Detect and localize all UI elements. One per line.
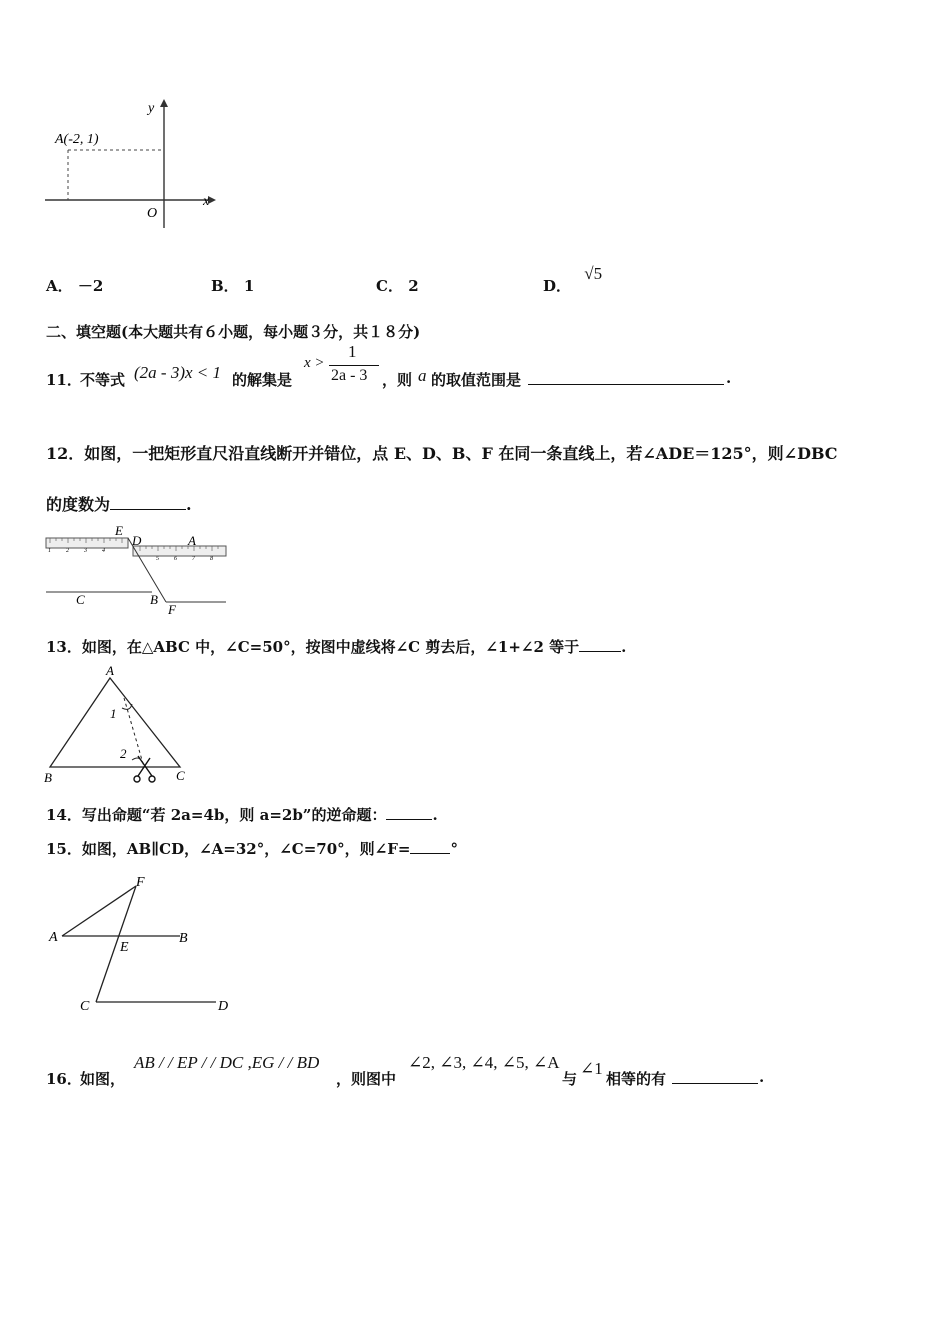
label-d: D	[218, 999, 229, 1014]
label-a: A	[49, 930, 58, 945]
q14-number: 14．	[46, 806, 82, 824]
label-f: F	[168, 602, 176, 617]
q12-line-2	[46, 492, 192, 515]
q16-number: 16．	[46, 1070, 82, 1088]
q12-end: .	[186, 495, 192, 514]
tick-7: 7	[192, 556, 195, 562]
point-a-label: A(-2, 1)	[55, 132, 99, 147]
option-a-letter: A．	[46, 277, 73, 295]
parallel-lines-figure	[40, 868, 250, 1018]
q16-angle-1: ∠1	[580, 1059, 603, 1078]
q11-solution-lhs: x >	[304, 355, 325, 371]
q16-mid: ，则图中	[336, 1070, 397, 1088]
q11-fraction-denominator: 2a - 3	[331, 367, 368, 384]
q12-line-1	[46, 441, 838, 464]
label-d: D	[132, 533, 142, 548]
tick-6: 6	[174, 556, 177, 562]
q12-line2-text: 的度数为	[46, 495, 111, 514]
label-c: C	[176, 768, 185, 783]
label-1: 1	[110, 706, 117, 721]
q15-end: °	[450, 840, 458, 858]
q12-number: 12．	[46, 444, 85, 463]
label-c: C	[76, 592, 85, 607]
label-c: C	[80, 999, 90, 1014]
option-a-value: －2	[77, 277, 104, 295]
q12-text: 如图，一把矩形直尺沿直线断开并错位，点 E、D、B、F 在同一条直线上，若∠ADE＝125°，则∠DBC	[84, 444, 838, 463]
q16-answer-blank[interactable]	[672, 1068, 758, 1084]
label-e: E	[115, 523, 123, 538]
tick-8: 8	[210, 556, 213, 562]
y-axis-label: y	[148, 101, 155, 116]
question-14	[46, 804, 438, 825]
label-2: 2	[120, 746, 127, 761]
q11-pre: 不等式	[80, 371, 126, 389]
q11-fraction-bar	[329, 365, 379, 366]
scissors-icon	[134, 756, 155, 782]
origin-label: O	[147, 206, 158, 221]
q14-answer-blank[interactable]	[386, 804, 432, 820]
option-c-letter: C．	[376, 277, 403, 295]
label-a: A	[188, 533, 196, 548]
q11-fraction-numerator: 1	[348, 342, 357, 361]
q11-number: 11．	[46, 371, 82, 389]
label-e: E	[120, 940, 129, 955]
tick-5: 5	[156, 556, 159, 562]
question-15	[46, 838, 458, 859]
q13-number: 13．	[46, 638, 82, 656]
q15-number: 15．	[46, 840, 82, 858]
q15-answer-blank[interactable]	[410, 838, 450, 854]
q14-text: 写出命题“若 2a=4b，则 a=2b”的逆命题：	[81, 806, 387, 824]
tick-3: 3	[84, 548, 87, 554]
label-b: B	[44, 770, 52, 785]
option-b-value: 1	[243, 277, 255, 295]
coordinate-figure	[40, 95, 220, 235]
option-a[interactable]	[46, 275, 103, 296]
label-f: F	[136, 875, 145, 890]
label-b: B	[179, 931, 188, 946]
option-d[interactable]	[543, 263, 603, 295]
q16-end: .	[759, 1068, 765, 1086]
option-d-value: √5	[584, 264, 603, 283]
option-c-value: 2	[408, 277, 419, 295]
q13-end: .	[621, 638, 627, 656]
tick-2: 2	[66, 548, 69, 554]
q13-answer-blank[interactable]	[579, 636, 621, 652]
q14-end: .	[432, 806, 438, 824]
line-fc	[96, 886, 136, 1002]
question-16	[46, 1050, 786, 1090]
q12-answer-blank[interactable]	[110, 493, 186, 510]
label-b: B	[150, 592, 158, 607]
tick-1: 1	[48, 548, 51, 554]
ruler-figure	[40, 522, 240, 617]
q11-variable: a	[418, 366, 427, 385]
q11-mid: 的解集是	[232, 371, 293, 389]
option-b-letter: B．	[211, 277, 239, 295]
q16-angles: ∠2, ∠3, ∠4, ∠5, ∠A	[408, 1053, 560, 1072]
q11-answer-blank[interactable]	[528, 369, 724, 385]
q16-condition: AB / / EP / / DC ,EG / / BD	[134, 1053, 320, 1072]
y-axis-arrow-icon	[160, 99, 168, 107]
q11-inequality: (2a - 3)x < 1	[134, 363, 222, 382]
q11-end: .	[726, 369, 732, 387]
option-b[interactable]	[211, 275, 254, 296]
tick-4: 4	[102, 548, 105, 554]
question-13	[46, 636, 626, 657]
line-af	[62, 886, 136, 936]
triangle-figure	[40, 660, 200, 790]
section-title: 二、填空题(本大题共有６小题，每小题３分，共１８分)	[46, 323, 421, 341]
x-axis-label: x	[203, 194, 210, 209]
q16-tail: 相等的有	[606, 1070, 667, 1088]
q16-pre: 如图，	[80, 1070, 126, 1088]
q13-text: 如图，在△ABC 中，∠C=50°，按图中虚线将∠C 剪去后，∠1+∠2 等于	[81, 638, 580, 656]
option-d-letter: D．	[543, 277, 572, 295]
q11-post: ，则	[382, 371, 413, 389]
triangle-abc	[50, 678, 180, 767]
label-a: A	[106, 663, 114, 678]
q11-tail: 的取值范围是	[431, 371, 522, 389]
option-c[interactable]	[376, 275, 419, 296]
q15-text: 如图，AB∥CD，∠A=32°，∠C=70°，则∠F=	[81, 840, 411, 858]
q16-with: 与	[562, 1070, 578, 1088]
